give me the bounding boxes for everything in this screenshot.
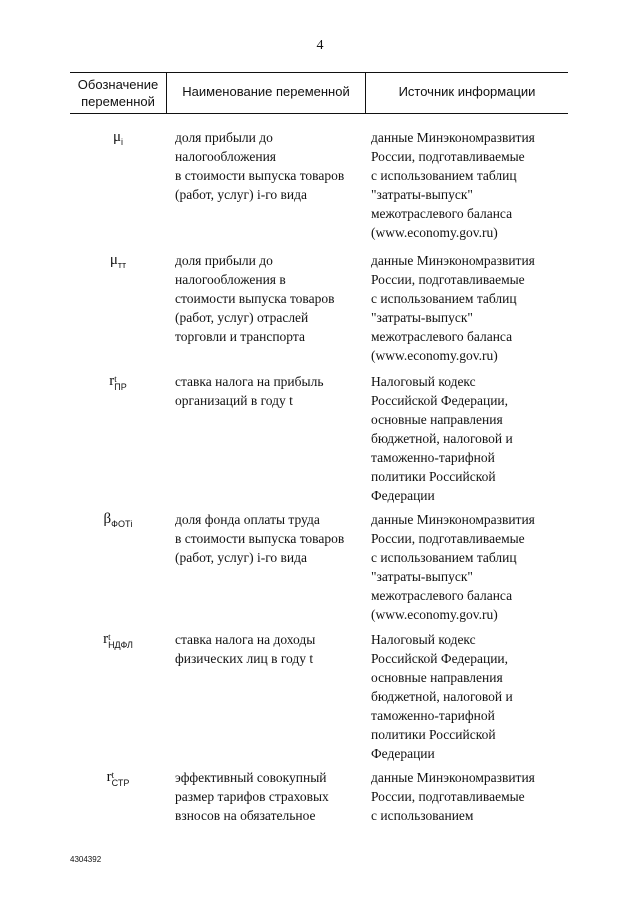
name-line: (работ, услуг) отраслей [175, 310, 309, 325]
name-line: (работ, услуг) i-го вида [175, 187, 307, 202]
variable-symbol [70, 510, 166, 534]
source-line: Федерации [371, 746, 435, 761]
info-source [371, 251, 571, 365]
symbol-subscript: СТР [111, 778, 130, 788]
source-line: межотраслевого баланса [371, 329, 513, 344]
symbol-base: r [106, 769, 112, 785]
variable-name [175, 251, 375, 346]
symbol-superscript: t [111, 770, 115, 780]
variable-name [175, 372, 375, 410]
name-line: эффективный совокупный [175, 770, 327, 785]
header-designation-line-1: Обозначение [77, 77, 159, 92]
info-source [371, 510, 571, 624]
source-line: политики Российской [371, 469, 496, 484]
name-line: в стоимости выпуска товаров [175, 168, 345, 183]
name-line: взносов на обязательное [175, 808, 316, 823]
symbol-indices [108, 633, 133, 649]
source-line: таможенно-тарифной [371, 450, 495, 465]
source-line: Российской Федерации, [371, 393, 509, 408]
source-line: межотраслевого баланса [371, 206, 513, 221]
source-line: основные направления [371, 670, 503, 685]
name-line: налогообложения [175, 149, 277, 164]
source-line: основные направления [371, 412, 503, 427]
source-line: (www.economy.gov.ru) [371, 348, 498, 363]
info-source [371, 630, 571, 763]
info-source [371, 372, 571, 505]
source-line: России, подготавливаемые [371, 149, 525, 164]
symbol-subscript: ФОТi [111, 519, 133, 529]
table-header [70, 72, 568, 114]
header-variable-name: Наименование переменной [182, 84, 350, 99]
variable-name [175, 768, 375, 825]
variable-name [175, 510, 375, 567]
name-line: налогообложения в [175, 272, 286, 287]
source-line: данные Минэкономразвития [371, 130, 535, 145]
symbol-indices [114, 375, 126, 391]
source-line: данные Минэкономразвития [371, 512, 535, 527]
header-info-source: Источник информации [398, 84, 536, 99]
page-number: 4 [316, 38, 324, 53]
name-line: стоимости выпуска товаров [175, 291, 335, 306]
header-designation [70, 76, 166, 110]
name-line: доля фонда оплаты труда [175, 512, 320, 527]
name-line: доля прибыли до [175, 130, 273, 145]
source-line: России, подготавливаемые [371, 272, 525, 287]
symbol-superscript: t [114, 374, 117, 384]
variable-symbol [70, 768, 166, 787]
source-line: Федерации [371, 488, 435, 503]
symbol-indices [112, 771, 130, 787]
info-source [371, 768, 571, 825]
symbol-base: r [103, 631, 109, 647]
source-line: политики Российской [371, 727, 496, 742]
variable-symbol [70, 128, 166, 152]
name-line: размер тарифов страховых [175, 789, 329, 804]
name-line: (работ, услуг) i-го вида [175, 550, 307, 565]
name-line: ставка налога на доходы [175, 632, 316, 647]
variable-name [175, 128, 375, 204]
variable-symbol [70, 372, 166, 391]
document-code: 4304392 [70, 855, 102, 864]
source-line: бюджетной, налоговой и [371, 689, 513, 704]
variable-name [175, 630, 375, 668]
source-line: Налоговый кодекс [371, 632, 476, 647]
source-line: России, подготавливаемые [371, 789, 525, 804]
symbol-subscript: i [121, 137, 124, 147]
symbol-subscript: тт [117, 260, 127, 270]
source-line: (www.economy.gov.ru) [371, 225, 498, 240]
name-line: физических лиц в году t [175, 651, 314, 666]
source-line: России, подготавливаемые [371, 531, 525, 546]
source-line: межотраслевого баланса [371, 588, 513, 603]
symbol-subscript: ПР [114, 382, 127, 392]
source-line: Российской Федерации, [371, 651, 509, 666]
source-line: "затраты-выпуск" [371, 310, 473, 325]
source-line: с использованием таблиц [371, 550, 517, 565]
name-line: в стоимости выпуска товаров [175, 531, 345, 546]
source-line: с использованием [371, 808, 474, 823]
source-line: данные Минэкономразвития [371, 770, 535, 785]
source-line: "затраты-выпуск" [371, 187, 473, 202]
source-line: данные Минэкономразвития [371, 253, 535, 268]
symbol-base: μ [109, 252, 118, 268]
name-line: организаций в году t [175, 393, 293, 408]
source-line: бюджетной, налоговой и [371, 431, 513, 446]
symbol-base: β [103, 511, 112, 527]
name-line: торговли и транспорта [175, 329, 305, 344]
source-line: Налоговый кодекс [371, 374, 476, 389]
symbol-base: r [109, 373, 115, 389]
source-line: "затраты-выпуск" [371, 569, 473, 584]
symbol-subscript: НДФЛ [108, 640, 133, 650]
source-line: с использованием таблиц [371, 168, 517, 183]
info-source [371, 128, 571, 242]
symbol-superscript: t [108, 632, 111, 642]
source-line: таможенно-тарифной [371, 708, 495, 723]
name-line: ставка налога на прибыль [175, 374, 324, 389]
header-designation-line-2: переменной [81, 94, 155, 109]
symbol-base: μ [112, 129, 122, 145]
source-line: (www.economy.gov.ru) [371, 607, 498, 622]
source-line: с использованием таблиц [371, 291, 517, 306]
variable-symbol [70, 251, 166, 275]
variable-symbol [70, 630, 166, 649]
name-line: доля прибыли до [175, 253, 273, 268]
